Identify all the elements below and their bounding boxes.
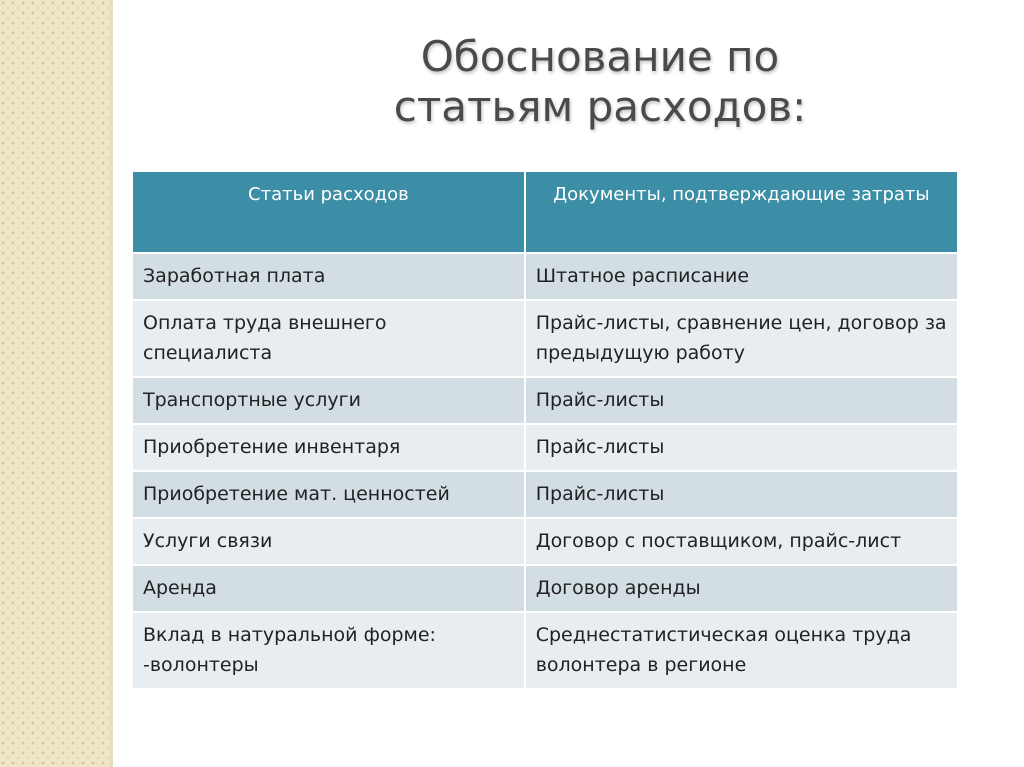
- table-row: [133, 300, 957, 377]
- expense-item-cell: Вклад в натуральной форме: -волонтеры: [133, 612, 525, 688]
- expense-justification-table: [133, 172, 957, 688]
- expense-item-cell: Приобретение инвентаря: [133, 424, 525, 471]
- table-row: [133, 518, 957, 565]
- table-row: [133, 612, 957, 688]
- document-cell: Прайс-листы: [525, 424, 957, 471]
- table-row: [133, 377, 957, 424]
- document-cell: Договор с поставщиком, прайс-лист: [525, 518, 957, 565]
- decorative-side-divider: [110, 0, 113, 767]
- table-row: [133, 253, 957, 300]
- expense-item-cell: Оплата труда внешнего специалиста: [133, 300, 525, 377]
- document-cell: Среднестатистическая оценка труда волонтера в регионе: [525, 612, 957, 688]
- document-cell: Договор аренды: [525, 565, 957, 612]
- document-cell: Прайс-листы, сравнение цен, договор за предыдущую работу: [525, 300, 957, 377]
- table-row: [133, 565, 957, 612]
- document-cell: Прайс-листы: [525, 377, 957, 424]
- slide-title-line-1: Обоснование по: [420, 32, 780, 81]
- slide-title: [300, 32, 900, 132]
- column-header-expense-items: Статьи расходов: [133, 172, 525, 253]
- document-cell: Штатное расписание: [525, 253, 957, 300]
- table-header-row: [133, 172, 957, 253]
- expense-item-cell: Услуги связи: [133, 518, 525, 565]
- document-cell: Прайс-листы: [525, 471, 957, 518]
- decorative-side-pattern: [0, 0, 110, 767]
- table-row: [133, 424, 957, 471]
- expense-item-cell: Транспортные услуги: [133, 377, 525, 424]
- expense-item-cell: Заработная плата: [133, 253, 525, 300]
- table-row: [133, 471, 957, 518]
- expense-item-cell: Приобретение мат. ценностей: [133, 471, 525, 518]
- slide-title-line-2: статьям расходов:: [393, 82, 807, 131]
- expense-item-cell: Аренда: [133, 565, 525, 612]
- column-header-documents: Документы, подтверждающие затраты: [525, 172, 957, 253]
